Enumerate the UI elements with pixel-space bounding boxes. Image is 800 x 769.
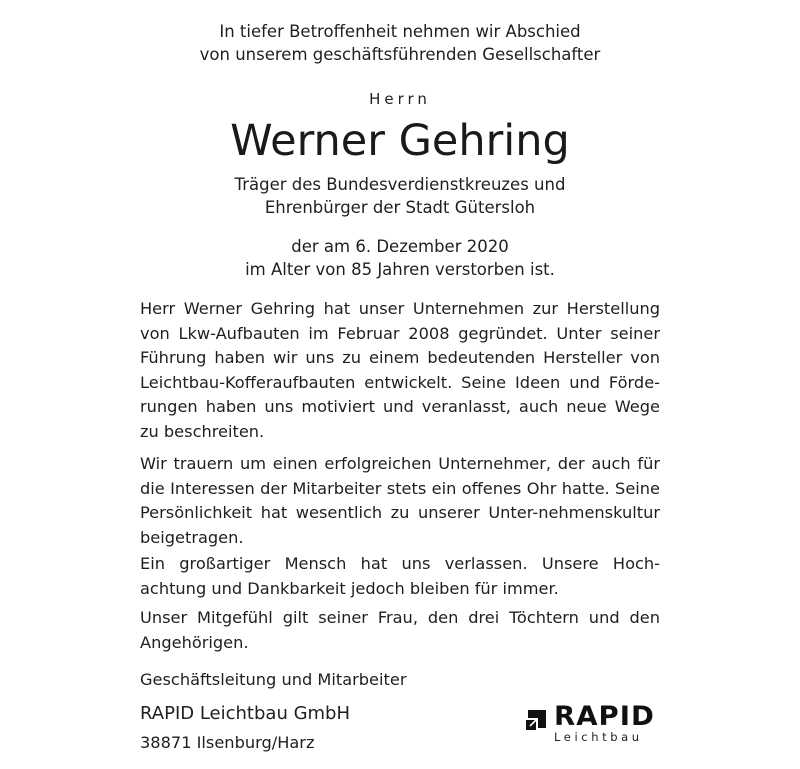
death-text: [0, 235, 800, 281]
paragraph-2-text: Wir trauern um einen erfolgreichen Unternehmer, der auch für die Interessen der Mitarbeiter stets ein offenes Ohr hatte. Seine Persönlichkeit hat wesentlich zu unserer Unter-nehmenskultur beigetragen.: [140, 454, 660, 547]
paragraph-mourning: [140, 452, 660, 550]
paragraph-4-text: Unser Mitgefühl gilt seiner Frau, den drei Töchtern und den Angehörigen.: [140, 608, 660, 652]
rapid-logo-icon: [524, 708, 548, 732]
signature-team: Geschäftsleitung und Mitarbeiter: [140, 670, 407, 689]
paragraph-condolence: [140, 606, 660, 655]
salutation: Herrn: [369, 90, 431, 108]
intro-line-2: von unserem geschäftsführenden Gesellschafter: [199, 45, 601, 64]
intro-line-1: In tiefer Betroffenheit nehmen wir Abschied: [219, 22, 581, 41]
deceased-name: Werner Gehring: [230, 116, 570, 166]
signature-city: 38871 Ilsenburg/Harz: [140, 733, 315, 752]
intro-text: [0, 20, 800, 66]
paragraph-1-text: Herr Werner Gehring hat unser Unternehmen zur Herstellung von Lkw-Aufbauten im Februar 2008 gegründet. Unter seiner Führung haben wir uns zu einem bedeutenden Hersteller von Leichtbau-Kofferaufbauten entwickelt. Seine Ideen und Förde-rungen haben uns motiviert und veranlasst, auch neue Wege zu beschreiten.: [140, 299, 660, 441]
honors-line-2: Ehrenbürger der Stadt Gütersloh: [264, 198, 536, 217]
logo-word: RAPID: [554, 701, 655, 732]
paragraph-respect: [140, 552, 660, 601]
paragraph-founding: [140, 297, 660, 445]
signature-company: RAPID Leichtbau GmbH: [140, 703, 351, 724]
company-logo: [522, 701, 662, 747]
logo-subtitle: Leichtbau: [554, 730, 643, 744]
death-line-1: der am 6. Dezember 2020: [291, 237, 509, 256]
paragraph-3-text: Ein großartiger Mensch hat uns verlassen. Unsere Hoch-achtung und Dankbarkeit jedoch bleiben für immer.: [140, 554, 660, 598]
honors-text: [0, 173, 800, 219]
honors-line-1: Träger des Bundesverdienstkreuzes und: [234, 175, 566, 194]
death-line-2: im Alter von 85 Jahren verstorben ist.: [245, 260, 555, 279]
